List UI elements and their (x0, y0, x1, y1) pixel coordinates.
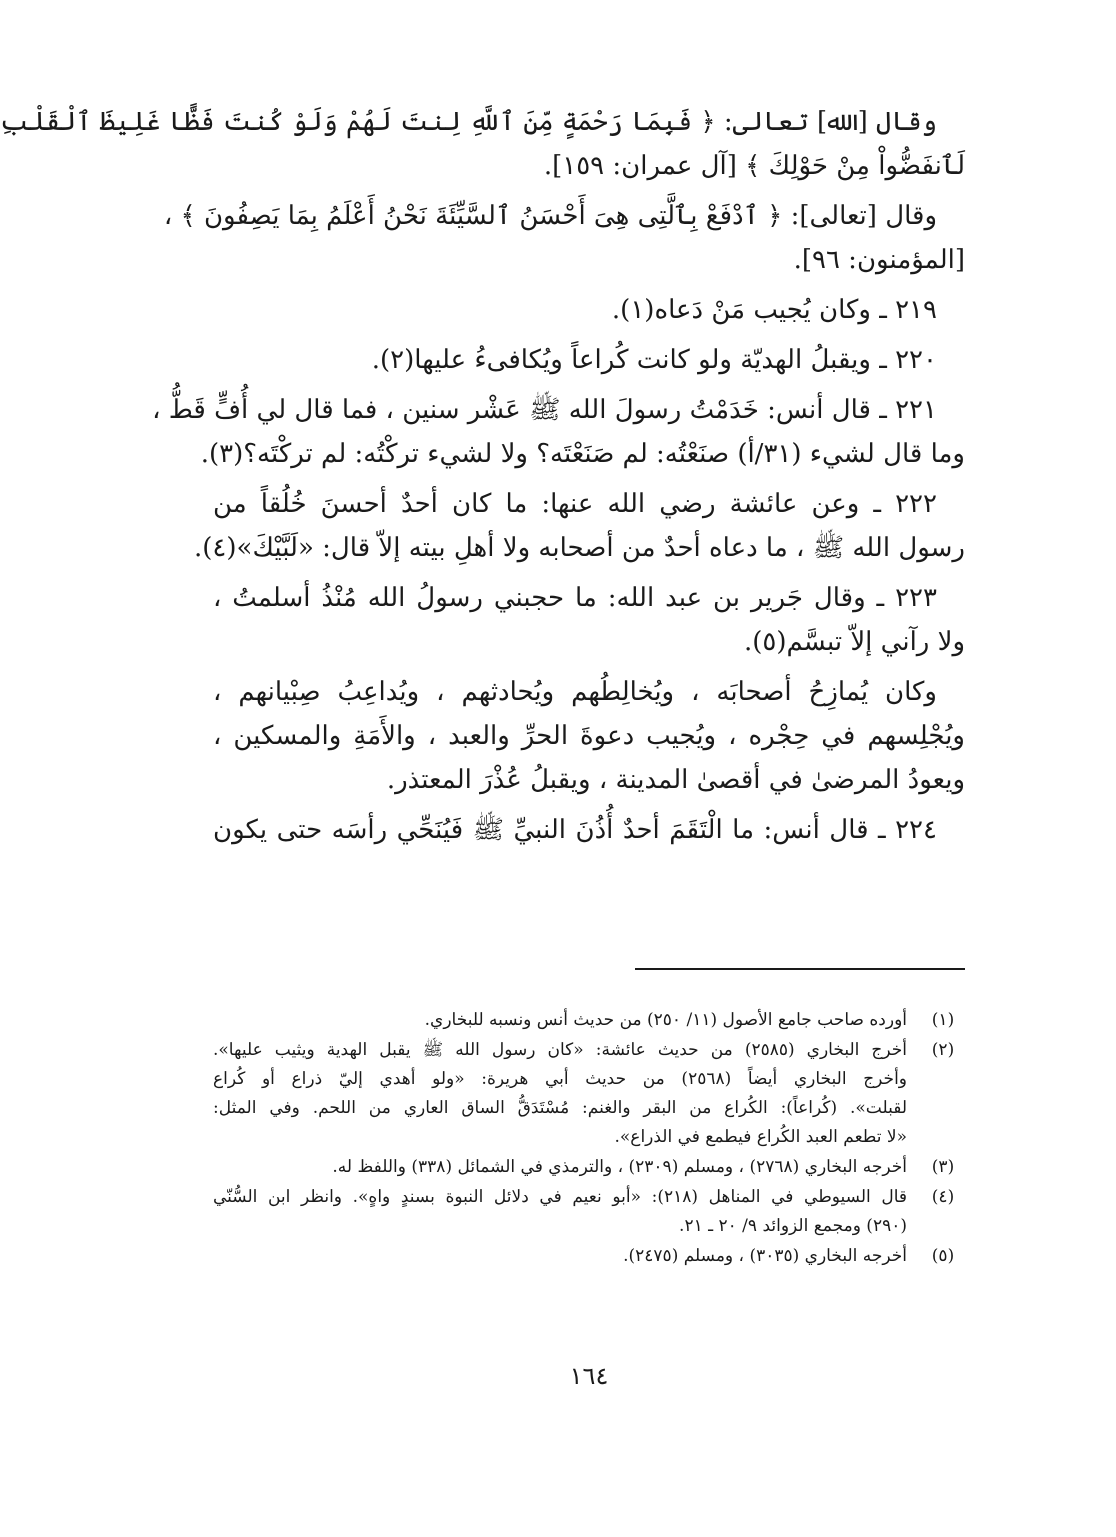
text-line: ٢٢٢ ـ وعن عائشة رضي الله عنها: ما كان أحدٌ أحسنَ خُلُقاً من (213, 489, 937, 519)
text-line: وقال [تعالى]: ﴿ ٱدْفَعْ بِٱلَّتِى هِىَ أَحْسَنُ ٱلسَّيِّئَةَ نَحْنُ أَعْلَمُ بِمَا يَصِفُونَ ﴾ ، (163, 201, 937, 231)
paragraph-manners (213, 670, 965, 802)
footnote-separator (635, 968, 965, 970)
footnote-number: (٥) (931, 1246, 955, 1266)
text-line: ٢١٩ ـ وكان يُجيب مَنْ دَعاه(١). (611, 295, 937, 325)
text-line: لَٱنفَضُّواْ مِنْ حَوْلِكَ ﴾ [آل عمران: ١٥٩]. (543, 151, 965, 181)
text-line: وما قال لشيء (٣١/أ) صنَعْتُه: لم صَنَعْتَه؟ ولا لشيء تركْتُه: لم تركْتَه؟(٣). (200, 439, 965, 469)
paragraph-220 (213, 338, 965, 382)
text-line: ولا رآني إلاّ تبسَّم(٥). (743, 627, 965, 657)
footnote-number: (٢) (931, 1040, 955, 1060)
footnote-3 (213, 1153, 965, 1182)
footnote-line: (٢٩٠) ومجمع الزوائد ٩/ ٢٠ ـ ٢١. (679, 1216, 907, 1236)
footnote-line: أخرج البخاري (٢٥٨٥) من حديث عائشة: «كان رسول الله ﷺ يقبل الهدية ويثيب عليها». (213, 1040, 907, 1060)
footnote-4 (213, 1183, 965, 1241)
text-line: ٢٢٤ ـ قال أنس: ما الْتَقَمَ أحدٌ أُذُنَ النبيِّ ﷺ فَيُنَحِّي رأسَه حتى يكون (213, 815, 937, 845)
footnote-line: أخرجه البخاري (٢٧٦٨) ، ومسلم (٢٣٠٩) ، والترمذي في الشمائل (٣٣٨) واللفظ له. (332, 1157, 907, 1177)
footnote-1 (213, 1006, 965, 1035)
footnote-2 (213, 1036, 965, 1152)
text-line: رسول الله ﷺ ، ما دعاه أحدٌ من أصحابه ولا أهلِ بيته إلاّ قال: «لَبَّيْكَ»(٤). (194, 533, 965, 563)
main-text (0, 100, 965, 852)
footnotes (213, 1006, 965, 1272)
paragraph-224 (213, 808, 965, 852)
footnote-5 (213, 1242, 965, 1271)
paragraph-221 (152, 388, 965, 476)
paragraph-223 (213, 576, 965, 664)
text-line: ويعودُ المرضىٰ في أقصىٰ المدينة ، ويقبلُ عُذْرَ المعتذر. (386, 765, 965, 795)
text-line: ٢٢٠ ـ ويقبلُ الهديّة ولو كانت كُراعاً ويُكافىءُ عليها(٢). (371, 345, 937, 375)
text-line: ويُجْلِسهم في حِجْره ، ويُجيب دعوةَ الحرِّ والعبد ، والأَمَةِ والمسكين ، (213, 721, 965, 751)
text-line: [المؤمنون: ٩٦]. (793, 245, 965, 275)
footnote-number: (٤) (931, 1187, 955, 1207)
footnote-line: لقبلت». (كُراعاً): الكُراع من البقر والغنم: مُسْتَدَقُّ الساق العاري من اللحم. وفي المثل: (213, 1098, 907, 1118)
footnote-number: (١) (931, 1010, 955, 1030)
text-line: ٢٢٣ ـ وقال جَرير بن عبد الله: ما حجبني رسولُ الله مُنْذُ أسلمتُ ، (213, 583, 937, 613)
footnote-line: أخرجه البخاري (٣٠٣٥) ، ومسلم (٢٤٧٥). (623, 1246, 907, 1266)
paragraph-quran-al-muminun (163, 194, 965, 282)
footnote-line: «لا تطعم العبد الكُراع فيطمع في الذراع». (614, 1127, 907, 1147)
paragraph-219 (213, 288, 965, 332)
footnote-line: قال السيوطي في المناهل (٢١٨): «أبو نعيم في دلائل النبوة بسندٍ واهٍ». وانظر ابن السُّنّي (213, 1187, 908, 1207)
text-line: وكان يُمازِحُ أصحابَه ، ويُخالِطُهم ويُحادثهم ، ويُداعِبُ صِبْيانهم ، (213, 677, 937, 707)
footnote-line: وأخرج البخاري أيضاً (٢٥٦٨) من حديث أبي هريرة: «ولو أهدي إليّ ذراع أو كُراع (213, 1069, 907, 1089)
page-number: ١٦٤ (569, 1362, 609, 1390)
paragraph-222 (194, 482, 965, 570)
text-line: وقال [الله] تعالى: ﴿ فَبِمَا رَحْمَةٍ مِّنَ ٱللَّهِ لِنتَ لَهُمْ وَلَوْ كُنتَ فَظًّا غَلِيظَ ٱلْقَلْبِ (0, 107, 937, 137)
footnote-number: (٣) (931, 1157, 955, 1177)
paragraph-quran-al-imran (0, 100, 965, 188)
book-page (0, 100, 965, 1500)
text-line: ٢٢١ ـ قال أنس: خَدَمْتُ رسولَ الله ﷺ عَشْر سنين ، فما قال لي أُفٍّ قَطُّ ، (152, 395, 937, 425)
footnote-line: أورده صاحب جامع الأصول (١١/ ٢٥٠) من حديث أنس ونسبه للبخاري. (424, 1010, 907, 1030)
